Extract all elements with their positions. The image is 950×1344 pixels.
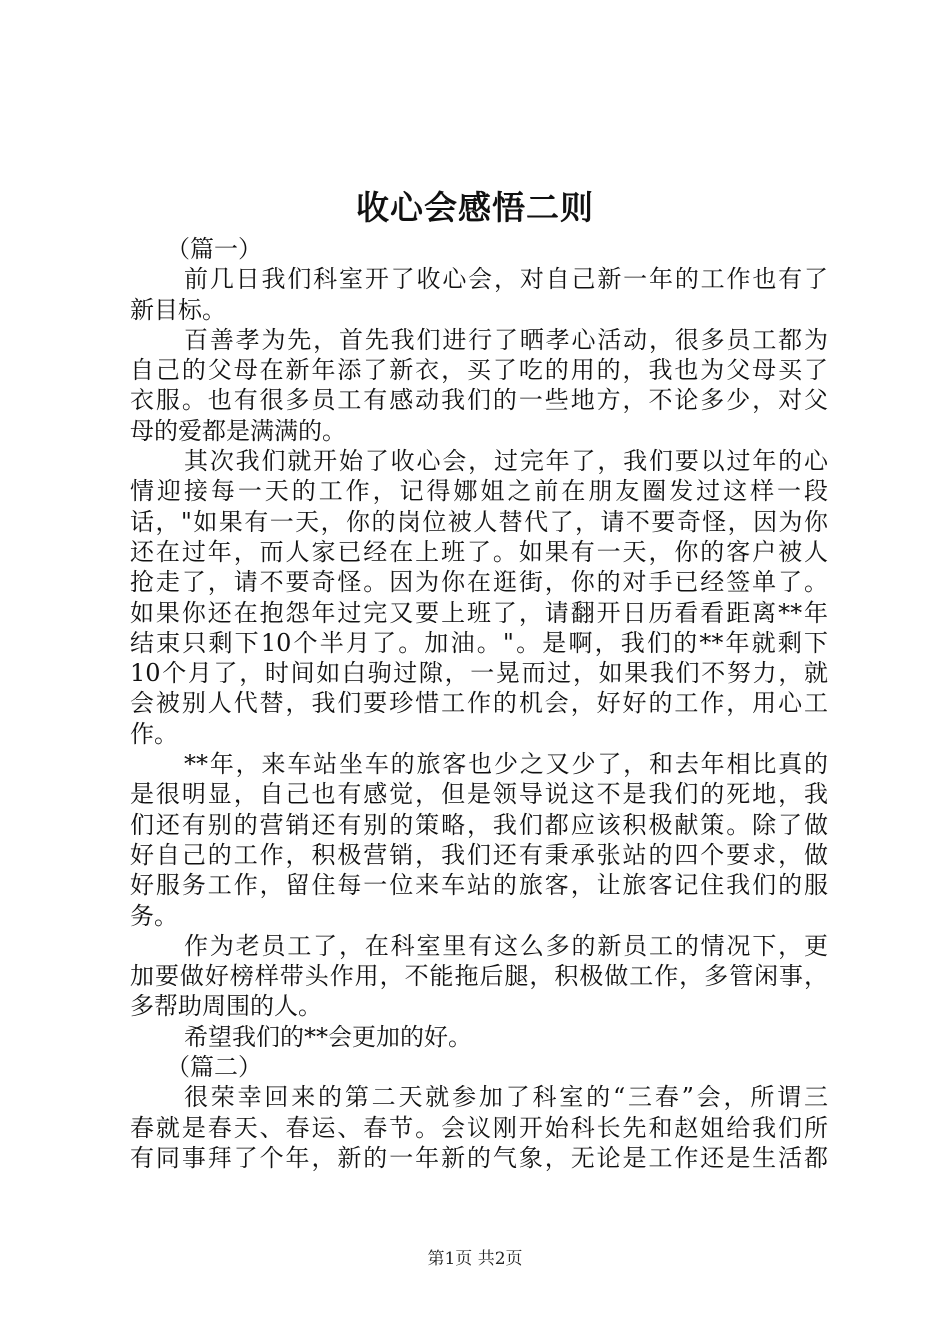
section-heading: （篇一） xyxy=(166,235,262,263)
text-line: 新目标。 xyxy=(130,295,226,324)
text-line: 话，"如果有一天，你的岗位被人替代了，请不要奇怪，因为你 xyxy=(130,507,828,536)
document-body xyxy=(130,234,828,1173)
text-line: 加要做好榜样带头作用，不能拖后腿，积极做工作，多管闲事， xyxy=(130,962,828,991)
text-line: 衣服。也有很多员工有感动我们的一些地方，不论多少，对父 xyxy=(130,386,828,415)
text-line: 作。 xyxy=(130,719,178,748)
text-line: 好服务工作，留住每一位来车站的旅客，让旅客记住我们的服 xyxy=(130,871,828,900)
text-line: 好自己的工作，积极营销，我们还有秉承张站的四个要求，做 xyxy=(130,840,828,869)
text-line: 10个月了，时间如白驹过隙，一晃而过，如果我们不努力，就 xyxy=(130,659,828,688)
page-title: 收心会感悟二则 xyxy=(356,188,594,227)
text-line: 自己的父母在新年添了新衣，买了吃的用的，我也为父母买了 xyxy=(130,356,828,385)
text-line: 母的爱都是满满的。 xyxy=(130,416,346,445)
text-line: 春就是春天、春运、春节。会议刚开始科长先和赵姐给我们所 xyxy=(130,1113,828,1142)
text-line: 们还有别的营销还有别的策略，我们都应该积极献策。除了做 xyxy=(130,810,828,839)
text-line: 是很明显，自己也有感觉，但是领导说这不是我们的死地，我 xyxy=(130,780,828,809)
text-line: 抢走了，请不要奇怪。因为你在逛街，你的对手已经签单了。 xyxy=(130,568,828,597)
text-line: 前几日我们科室开了收心会，对自己新一年的工作也有了 xyxy=(184,265,828,294)
text-line: 务。 xyxy=(130,901,178,930)
page-number-footer: 第1页 共2页 xyxy=(427,1249,523,1269)
text-line: 百善孝为先，首先我们进行了晒孝心活动，很多员工都为 xyxy=(184,325,828,354)
text-line: 情迎接每一天的工作，记得娜姐之前在朋友圈发过这样一段 xyxy=(130,477,828,506)
text-line: 希望我们的**会更加的好。 xyxy=(184,1022,472,1051)
text-line: 有同事拜了个年，新的一年新的气象，无论是工作还是生活都 xyxy=(130,1143,828,1172)
text-line: 很荣幸回来的第二天就参加了科室的“三春”会，所谓三 xyxy=(184,1083,828,1112)
text-line: 其次我们就开始了收心会，过完年了，我们要以过年的心 xyxy=(184,447,828,476)
text-line: 多帮助周围的人。 xyxy=(130,992,322,1021)
text-line: 还在过年，而人家已经在上班了。如果有一天，你的客户被人 xyxy=(130,537,828,566)
text-line: 作为老员工了，在科室里有这么多的新员工的情况下，更 xyxy=(184,931,828,960)
text-line: **年，来车站坐车的旅客也少之又少了，和去年相比真的 xyxy=(184,750,828,779)
section-heading: （篇二） xyxy=(166,1053,262,1082)
text-line: 结束只剩下10个半月了。加油。"。是啊，我们的**年就剩下 xyxy=(130,628,828,657)
text-line: 如果你还在抱怨年过完又要上班了，请翻开日历看看距离**年 xyxy=(130,598,828,627)
text-line: 会被别人代替，我们要珍惜工作的机会，好好的工作，用心工 xyxy=(130,689,828,718)
